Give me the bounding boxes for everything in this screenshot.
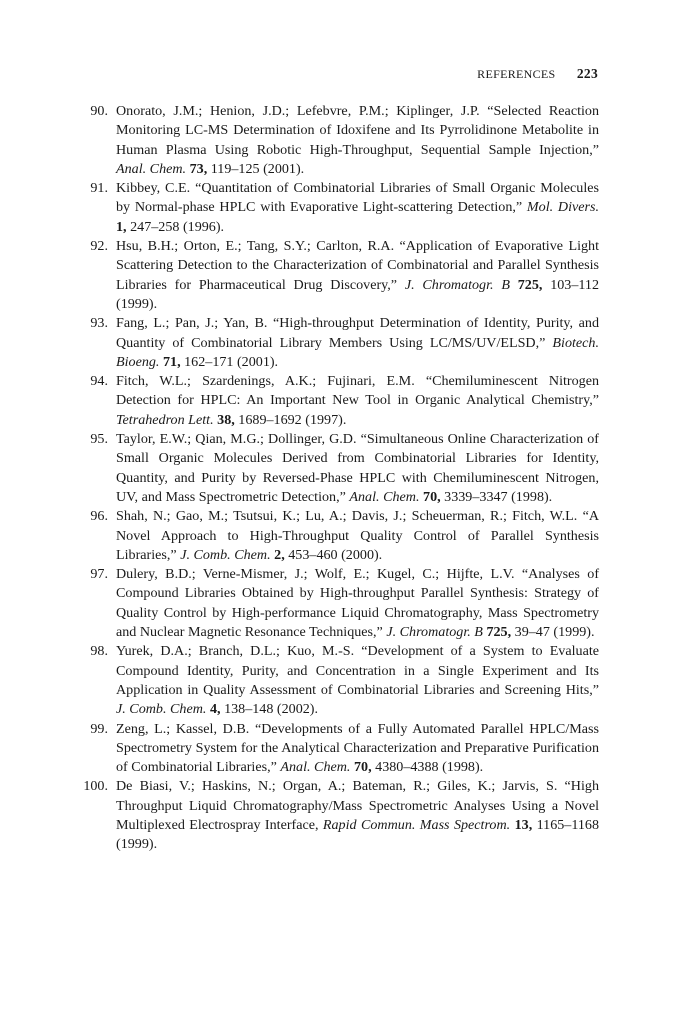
reference-authors: Taylor, E.W.; Qian, M.G.; Dollinger, G.D. — [116, 431, 361, 448]
reference-number: 100. — [83, 778, 108, 795]
reference-journal: J. Chromatogr. B — [386, 624, 483, 641]
reference-item — [78, 507, 599, 565]
reference-volume: 725, — [486, 624, 512, 641]
reference-journal: Anal. Chem. — [116, 160, 187, 177]
reference-number: 99. — [90, 720, 108, 737]
reference-title: “Development of a System to Evaluate Compound Identity, Purity, and Concentration in a Single Experiment and Its Application in Quality Assessment of Combinatorial Libraries and Screening Hits,” — [116, 643, 599, 698]
reference-volume: 2, — [274, 546, 285, 563]
reference-item — [78, 642, 599, 719]
reference-authors: Kibbey, C.E. — [116, 180, 196, 197]
reference-item — [78, 179, 599, 237]
reference-list — [78, 102, 599, 855]
reference-title: “Selected Reaction Monitoring LC-MS Determination of Idoxifene and Its Pyrrolidinone Metabolite in Human Plasma Using Robotic High-Throughput, Sequential Sample Injection,” — [116, 103, 599, 158]
reference-item — [78, 102, 599, 179]
reference-journal: Biotech. Bioeng. — [116, 334, 599, 370]
reference-journal: J. Comb. Chem. — [116, 701, 207, 718]
reference-pages: 1689–1692 (1997). — [234, 411, 347, 428]
reference-authors: Dulery, B.D.; Verne-Mismer, J.; Wolf, E.; Kugel, C.; Hijfte, L.V. — [116, 566, 522, 583]
reference-title: “Analyses of Compound Libraries Obtained by High-throughput Parallel Synthesis: Strategy of Quality Control by High-performance Liquid Chromatography, Mass Spectrometry and Nuclear Magnetic Resonance Techniques,” — [116, 566, 600, 641]
reference-number: 95. — [90, 431, 108, 448]
reference-number: 96. — [90, 508, 108, 525]
reference-volume: 4, — [209, 701, 221, 718]
reference-pages: 1165–1168 (1999). — [116, 816, 599, 853]
reference-journal: Mol. Divers. — [526, 199, 599, 216]
reference-authors: De Biasi, V.; Haskins, N.; Organ, A.; Bateman, R.; Giles, K.; Jarvis, S. — [116, 778, 565, 795]
reference-number: 98. — [90, 643, 108, 660]
reference-title: “Developments of a Fully Automated Parallel HPLC/Mass Spectrometry System for the Analytical Characterization and Preparative Purification of Combinatorial Libraries,” — [116, 720, 599, 776]
reference-pages: 103–112 (1999). — [116, 276, 599, 312]
reference-volume: 1, — [116, 218, 127, 235]
reference-title: “High Throughput Liquid Chromatography/Mass Spectrometric Analyses Using a Novel Multiplexed Electrospray Interface, — [116, 778, 599, 833]
reference-authors: Fitch, W.L.; Szardenings, A.K.; Fujinari, E.M. — [116, 373, 426, 390]
reference-authors: Shah, N.; Gao, M.; Tsutsui, K.; Lu, A.; Davis, J.; Scheuerman, R.; Fitch, W.L. — [116, 508, 583, 525]
reference-volume: 13, — [514, 816, 533, 833]
reference-pages: 453–460 (2000). — [284, 546, 383, 563]
reference-volume: 70, — [354, 759, 372, 776]
reference-volume: 725, — [517, 276, 543, 293]
reference-item — [78, 777, 599, 854]
reference-item — [78, 720, 599, 778]
reference-title: “A Novel Approach to High-Throughput Quality Control of Parallel Synthesis Libraries,” — [116, 508, 599, 563]
reference-title: “Chemiluminescent Nitrogen Detection for HPLC: An Important New Tool in Organic Analytical Chemistry,” — [116, 373, 600, 409]
reference-journal: J. Chromatogr. B — [404, 276, 510, 293]
reference-authors: Hsu, B.H.; Orton, E.; Tang, S.Y.; Carlton, R.A. — [116, 238, 400, 255]
reference-title: “Quantitation of Combinatorial Libraries of Small Organic Molecules by Normal-phase HPLC with Evaporative Light-scattering Detection,” — [116, 180, 600, 216]
reference-number: 91. — [90, 180, 108, 197]
running-head — [477, 66, 598, 82]
reference-title: “Application of Evaporative Light Scattering Detection to the Characterization of Combinatorial and Parallel Synthesis Libraries for Pharmaceutical Drug Discovery,” — [116, 238, 599, 293]
reference-number: 92. — [90, 238, 108, 255]
reference-number: 97. — [90, 566, 108, 583]
reference-number: 90. — [90, 103, 108, 119]
reference-number: 93. — [90, 315, 108, 332]
running-head-title: REFERENCES — [477, 67, 556, 81]
reference-pages: 247–258 (1996). — [126, 218, 225, 235]
reference-authors: Fang, L.; Pan, J.; Yan, B. — [116, 315, 273, 332]
reference-pages: 162–171 (2001). — [180, 353, 279, 370]
reference-pages: 4380–4388 (1998). — [371, 759, 484, 776]
reference-authors: Onorato, J.M.; Henion, J.D.; Lefebvre, P.M.; Kiplinger, J.P. — [116, 103, 488, 119]
reference-item — [78, 314, 599, 372]
reference-number: 94. — [90, 373, 108, 390]
reference-pages: 138–148 (2002). — [220, 701, 319, 718]
reference-journal: Anal. Chem. — [280, 759, 351, 776]
reference-volume: 73, — [189, 160, 208, 177]
reference-item — [78, 237, 599, 314]
reference-authors: Yurek, D.A.; Branch, D.L.; Kuo, M.-S. — [116, 643, 362, 660]
page-number: 223 — [576, 66, 598, 81]
reference-item — [78, 565, 599, 642]
reference-pages: 3339–3347 (1998). — [440, 488, 553, 505]
reference-journal: Rapid Commun. Mass Spectrom. — [322, 816, 511, 833]
reference-item — [78, 430, 599, 507]
reference-item — [78, 372, 599, 430]
reference-volume: 38, — [217, 411, 235, 428]
reference-volume: 70, — [423, 488, 441, 505]
reference-journal: Tetrahedron Lett. — [116, 411, 214, 428]
reference-volume: 71, — [162, 353, 181, 370]
reference-journal: J. Comb. Chem. — [180, 546, 271, 563]
reference-pages: 119–125 (2001). — [207, 160, 305, 177]
reference-authors: Zeng, L.; Kassel, D.B. — [116, 720, 255, 737]
reference-title: “High-throughput Determination of Identity, Purity, and Quantity of Combinatorial Library Members Using LC/MS/UV/ELSD,” — [116, 315, 600, 351]
reference-title: “Simultaneous Online Characterization of Small Organic Molecules Derived from Combinatorial Libraries for Identity, Quantity, and Purity by Reversed-Phase HPLC with Chemiluminescent Nitrogen, UV, and Mass Spectrometric Detection,” — [116, 431, 600, 505]
reference-journal: Anal. Chem. — [349, 488, 420, 505]
reference-pages: 39–47 (1999). — [511, 624, 595, 641]
